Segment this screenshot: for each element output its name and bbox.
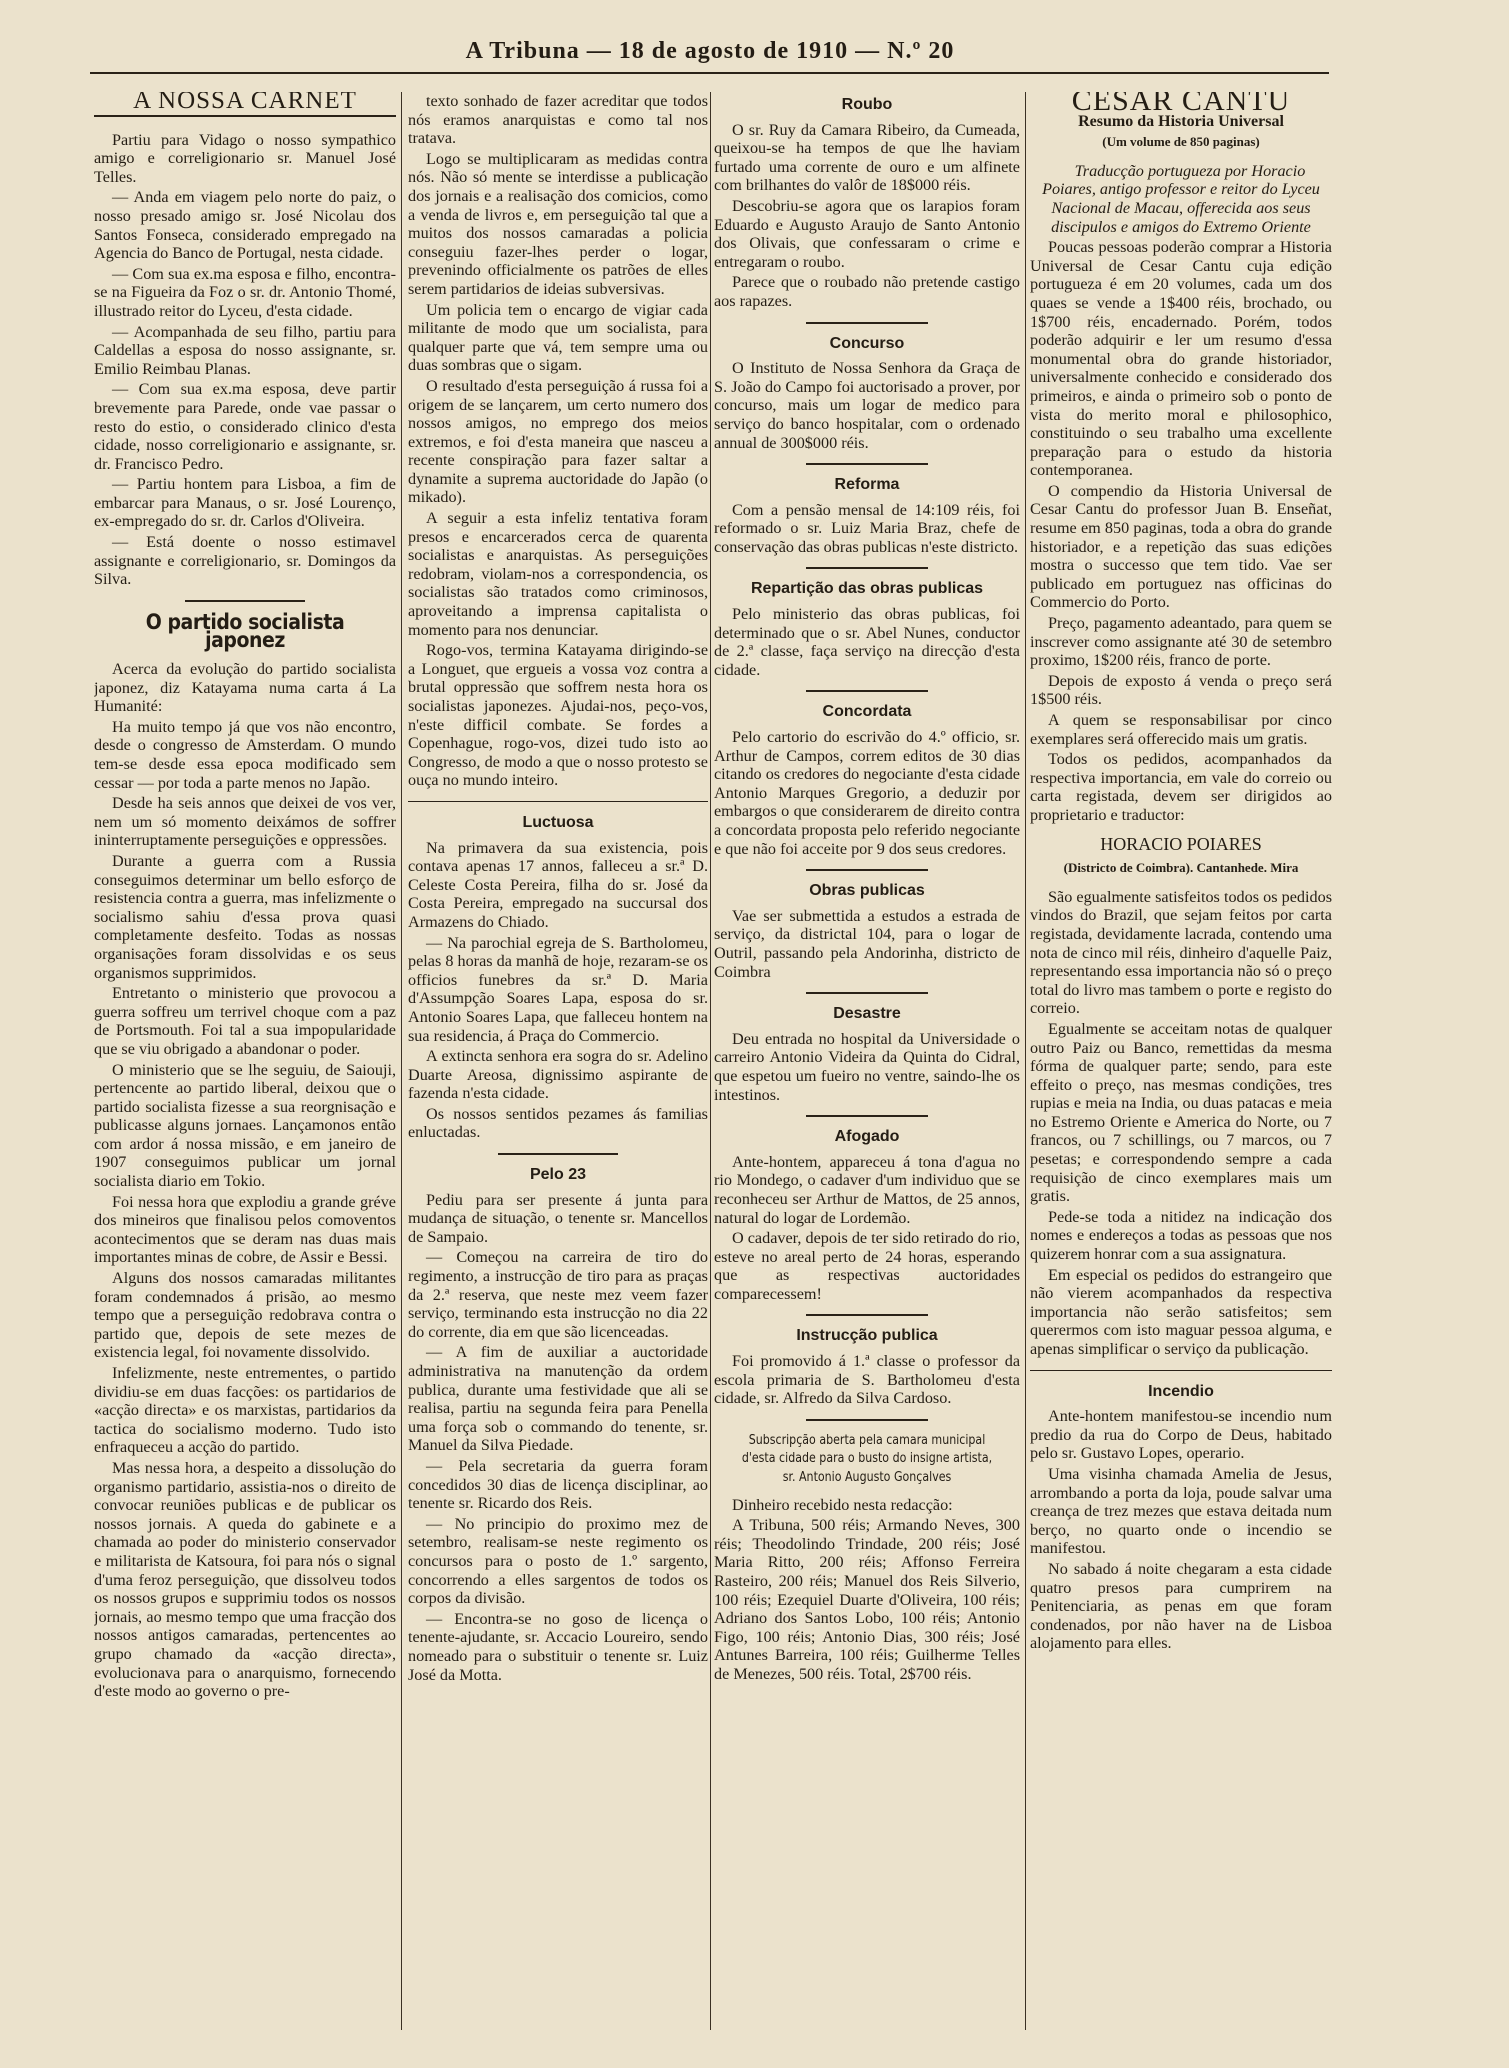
paragraph: São egualmente satisfeitos todos os pedidos vindos do Brazil, que sejam feitos por carta registada, devidamente lacrada, contendo uma nota de cinco mil réis, dinheiro d'aquelle Paiz, representando essa importancia não só o preço total do livro mas tambem o porte e registo do correio. — [1030, 887, 1332, 1018]
paragraph: A Tribuna, 500 réis; Armando Neves, 300 réis; Theodolindo Trindade, 200 réis; José Maria Ritto, 200 réis; Affonso Ferreira Rasteiro, 200 réis; Manuel dos Reis Silverio, 100 réis; Ezequiel Duarte d'Oliveira, 100 réis; Adriano dos Santos Lobo, 100 réis; Antonio Figo, 100 réis; Antonio Dias, 300 réis; José Antunes Barreira, 100 réis; Guilherme Telles de Menezes, 500 réis. Total, 2$700 réis. — [714, 1516, 1020, 1683]
paragraph: Pelo cartorio do escrivão do 4.º officio, sr. Arthur de Campos, correm editos de 30 dias citando os credores do negociante d'esta cidade Antonio Marques Gregorio, a deduzir por embargos o que considerarem de direito contra a concordata proposta pelo referido negociante e que não foi acceite por 9 dos seus credores. — [714, 728, 1020, 858]
paragraph: — Com sua ex.ma esposa, deve partir brevemente para Parede, onde vae passar o resto do estio, o considerado clinico d'esta cidade, nosso correligionario e assignante, sr. dr. Francisco Pedro. — [94, 380, 396, 473]
concurso-body — [714, 359, 1020, 452]
paragraph: Pelo ministerio das obras publicas, foi determinado que o sr. Abel Nunes, conductor de 2.ª classe, faça serviço na direcção d'esta cidade. — [714, 605, 1020, 679]
paragraph: Partiu para Vidago o nosso sympathico amigo e correligionario sr. Manuel José Telles. — [94, 130, 396, 186]
desastre-body — [714, 1030, 1020, 1104]
separator — [94, 595, 396, 607]
separator — [714, 562, 1020, 574]
cantu-body-2 — [1030, 888, 1332, 1359]
paragraph: O compendio da Historia Universal de Cesar Cantu do professor Juan B. Enseñat, resume em 850 paginas, toda a obra do grande historiador, e a repetição das suas edições mostra o successo que tem tido. Vae ser publicado em portuguez nas officinas do Commercio do Porto. — [1030, 481, 1332, 612]
separator — [714, 458, 1020, 470]
separator — [1030, 1365, 1332, 1377]
paragraph: A seguir a esta infeliz tentativa foram presos e encarcerados cerca de quarenta socialistas e anarquistas. As perseguições redobram, violam-nos a correspondencia, os socialistas são tratados como criminosos, aproveitando a imprensa capitalista o momento para nos denunciar. — [408, 509, 708, 639]
separator — [714, 1414, 1020, 1426]
partido-continuation — [408, 92, 708, 790]
reparticao-body — [714, 605, 1020, 679]
afogado-body — [714, 1153, 1020, 1304]
concurso-title: Concurso — [829, 334, 905, 352]
obras-body — [714, 907, 1020, 981]
cantu-volume: (Um volume de 850 paginas) — [1102, 134, 1260, 150]
paragraph: Alguns dos nossos camaradas militantes foram condemnados á prisão, ao mesmo tempo que a perseguição redobrava contra o partido que, depois de sete mezes de existencia legal, foi novamente dissolvido. — [94, 1269, 396, 1362]
paragraph: A quem se responsabilisar por cinco exemplares será offerecido mais um gratis. — [1030, 711, 1332, 748]
cantu-translation: Traducção portugueza por Horacio Poiares, antigo professor e reitor do Lyceu Nacional de Macau, offerecida aos seus discipulos e amigos do Extremo Oriente — [1042, 161, 1320, 236]
luctuosa-body — [408, 839, 708, 1143]
paragraph: Com a pensão mensal de 14:109 réis, foi reformado o sr. Luiz Maria Braz, chefe de conservação das obras publicas n'este districto. — [714, 500, 1020, 556]
paragraph: — Começou na carreira de tiro do regimento, a instrucção de tiro para as praças da 2.ª reserva, que neste mez veem fazer serviço, terminando esta instrucção no dia 22 do corrente, dia em que são licenceadas. — [408, 1248, 708, 1341]
reforma-body — [714, 501, 1020, 557]
paragraph: Foi promovido á 1.ª classe o professor da escola primaria de S. Bartholomeu d'esta cidade, sr. Alfredo da Silva Cardoso. — [714, 1352, 1020, 1408]
paragraph: Foi nessa hora que explodiu a grande gréve dos mineiros que finalisou pelos comoventos acontecimentos que se deram nas duas mais importantes minas de cobre, de Assir e Bessi. — [94, 1192, 396, 1267]
paragraph: Logo se multiplicaram as medidas contra nós. Não só mente se interdisse a publicação dos jornais e a realisação dos comicios, como a venda de livros e, em perseguição tal que a muitos dos nossos camaradas a policia conseguiu fazer-lhes perder o logar, prevenindo officialmente os patrões de elles serem partidarios de ideias subversivas. — [408, 149, 708, 298]
paragraph: Em especial os pedidos do estrangeiro que não vierem acompanhados da respectiva importancia não serão satisfeitos; sem querermos com isto maguar pessoa alguma, e apenas simplificar o serviço da publicação. — [1030, 1265, 1332, 1358]
paragraph: Descobriu-se agora que os larapios foram Eduardo e Augusto Araujo de Santo Antonio dos Olivais, que confessaram o crime e entregaram o roubo. — [714, 196, 1020, 271]
separator — [714, 1309, 1020, 1321]
paragraph: A extincta senhora era sogra do sr. Adelino Duarte Areosa, dignissimo aspirante de fazenda n'esta cidade. — [408, 1047, 708, 1103]
paragraph: — Partiu hontem para Lisboa, a fim de embarcar para Manaus, o sr. José Lourenço, ex-empregado do sr. dr. Carlos d'Oliveira. — [94, 475, 396, 531]
roubo-body — [714, 121, 1020, 311]
reparticao-title: Repartição das obras publicas — [750, 580, 984, 598]
obras-title: Obras publicas — [809, 882, 925, 900]
paragraph: Depois de exposto á venda o preço será 1$500 réis. — [1030, 671, 1332, 709]
paragraph: texto sonhado de fazer acreditar que todos nós eramos anarquistas e como tal nos tratava. — [408, 92, 708, 148]
paragraph: Pede-se toda a nitidez na indicação dos nomes e endereços a todas as pessoas que nos quizerem honrar com a sua assignatura. — [1030, 1207, 1332, 1264]
paragraph: Ante-hontem, appareceu á tona d'agua no rio Mondego, o cadaver d'um individuo que se reconheceu ser Arthur de Mattos, de 25 annos, natural do logar de Lordemão. — [714, 1152, 1020, 1227]
subscription-body — [714, 1496, 1020, 1684]
paragraph: Um policia tem o encargo de vigiar cada militante de modo que um socialista, para qualquer parte que vá, tem sempre uma ou duas sombras que o sigam. — [408, 300, 708, 375]
carnet-body — [94, 131, 396, 589]
reforma-title: Reforma — [834, 476, 900, 494]
paragraph: Durante a guerra com a Russia conseguimos determinar um bello esforço de resistencia contra a guerra, mas infelizmente o socialismo sahiu d'essa prova quasi completamente desfeito. Todas as nossas organisações foram dissolvidas e os seus organismos supprimidos. — [94, 851, 396, 982]
paragraph: No sabado á noite chegaram a esta cidade quatro presos para cumprirem na Penitenciaria, as penas em que foram condenados, por não haver na de Lisboa alojamento para elles. — [1030, 1559, 1332, 1653]
paragraph: — A fim de auxiliar a auctoridade administrativa na manutenção da ordem publica, durante uma festividade que ali se realisa, partiu na segunda feira para Penella uma força sob o commando do tenente, sr. Manuel da Silva Piedade. — [408, 1343, 708, 1455]
paragraph: Todos os pedidos, acompanhados da respectiva importancia, em vale do correio ou carta registada, devem ser dirigidos ao proprietario e traductor: — [1030, 750, 1332, 824]
paragraph: Acerca da evolução do partido socialista japonez, diz Katayama numa carta á La Humanité: — [94, 660, 396, 716]
paragraph: Poucas pessoas poderão comprar a Historia Universal de Cesar Cantu cuja edição portugueza é em 20 volumes, cada um dos quaes se vende a 1$400 réis, brochado, ou 1$700 réis, encadernado. Porém, todos poderão adquirir e ler um resumo d'essa monumental obra do grande historiador, universalmente conhecido e considerado dos primeiros, e ainda o primeiro sob o ponto de vista do merito moral e philosophico, constituindo o seu trabalho uma excellente preparação para o estudo da historia contemporanea. — [1030, 238, 1332, 480]
paragraph: Preço, pagamento adeantado, para quem se inscrever como assignante até 30 de setembro proximo, 1$200 réis, franco de porte. — [1030, 614, 1332, 670]
roubo-title: Roubo — [841, 96, 893, 113]
luctuosa-title: Luctuosa — [522, 813, 594, 831]
paragraph: — Na parochial egreja de S. Bartholomeu, pelas 8 horas da manhã de hoje, rezaram-se os officios funebres da sr.ª D. Maria d'Assumpção Soares Lapa, esposa do sr. Antonio Soares Lapa, que falleceu hontem na sua residencia, á Praça do Commercio. — [408, 933, 708, 1045]
separator — [714, 1110, 1020, 1122]
paragraph: Vae ser submettida a estudos a estrada de serviço, da districtal 104, para o logar de Outril, passando pela Andorinha, districto de Coimbra — [714, 906, 1020, 981]
paragraph: — Acompanhada de seu filho, partiu para Caldellas a esposa do nosso assignante, sr. Emilio Reimbau Planas. — [94, 322, 396, 378]
paragraph: — Com sua ex.ma esposa e filho, encontra-se na Figueira da Foz o sr. dr. Antonio Thomé, illustrado reitor do Lyceu, d'esta cidade. — [94, 264, 396, 320]
pelo23-title: Pelo 23 — [529, 1166, 587, 1184]
paragraph: O sr. Ruy da Camara Ribeiro, da Cumeada, queixou-se ha tempos de que lhe haviam furtado uma corrente de ouro e um alfinete com brilhantes do valôr de 18$000 réis. — [714, 120, 1020, 195]
subscription-title: Subscripção aberta pela camara municipal d'esta cidade para o busto do insigne artista, sr. Antonio Augusto Gonçalves — [741, 1432, 993, 1486]
paragraph: Mas nessa hora, a despeito a dissolução do organismo partidario, assistia-nos o direito de convocar reuniões publicas e de publicar os nossos jornais. A queda do gabinete e a chamada ao poder do ministerio conservador e militarista de Katsoura, foi para nós o signal d'uma feroz perseguição, que dissolveu todos os nossos grupos e supprimiu todos os nossos jornais, ao mesmo tempo que uma fracção dos nossos antigos camaradas, pertencentes ao grupo chamado da «acção directa», evolucionava para o anarquismo, fornecendo d'este modo ao governo o pre- — [94, 1458, 396, 1701]
paragraph: — No principio do proximo mez de setembro, realisam-se neste regimento os concursos para o posto de 1.º sargento, concorrendo a elles sargentos de todos os corpos da divisão. — [408, 1514, 708, 1608]
separator — [714, 864, 1020, 876]
concordata-title: Concordata — [822, 703, 912, 721]
incendio-title: Incendio — [1148, 1382, 1214, 1400]
paragraph: Deu entrada no hospital da Universidade o carreiro Antonio Videira da Quinta do Cidral, que espetou um fueiro no ventre, saindo-lhe os intestinos. — [714, 1029, 1020, 1104]
masthead: A Tribuna — 18 de agosto de 1910 — N.º 20 — [465, 38, 955, 64]
afogado-title: Afogado — [834, 1128, 900, 1146]
carnet-title: A NOSSA CARNET — [94, 92, 396, 117]
paragraph: O Instituto de Nossa Senhora da Graça de S. João do Campo foi auctorisado a prover, por concurso, mais um logar de medico para serviço do banco hospitalar, com o ordenado annual de 300$000 réis. — [714, 359, 1020, 452]
paragraph: Egualmente se acceitam notas de qualquer outro Paiz ou Banco, remettidas da mesma fórma de qualquer parte; sendo, para este effeito o preço, nas mesmas condições, tres rupias e meia na India, ou duas patacas e meia no Estremo Oriente e America do Norte, ou 7 francos, ou 7 schillings, ou 7 marcos, ou 7 pesetas; e correspondendo sempre a cada requisição de cinco exemplares mais um gratis. — [1030, 1019, 1332, 1206]
partido-title: O partido socialista japonez — [145, 609, 345, 653]
concordata-body — [714, 728, 1020, 858]
cantu-title: CESAR CANTU — [1071, 92, 1291, 117]
paragraph: Pediu para ser presente á junta para mudança de situação, o tenente sr. Mancellos de Sampaio. — [408, 1190, 708, 1246]
column-divider — [1025, 92, 1026, 2030]
instrucao-title: Instrucção publica — [796, 1327, 938, 1345]
paragraph: Uma visinha chamada Amelia de Jesus, arrombando a porta da loja, poude salvar uma creança de trez mezes que estava deitada num berço, no quarto onde o incendio se manifestou. — [1030, 1464, 1332, 1558]
paragraph: — Encontra-se no goso de licença o tenente-ajudante, sr. Accacio Loureiro, sendo nomeado para o substituir o tenente sr. Luiz José da Motta. — [408, 1609, 708, 1684]
paragraph: Desde ha seis annos que deixei de vos ver, nem um só momento deixámos de soffrer ininterruptamente perseguições e oppressões. — [94, 794, 396, 850]
pelo23-body — [408, 1191, 708, 1684]
paragraph: Entretanto o ministerio que provocou a guerra soffreu um terrivel choque com a paz de Portsmouth. Foi tal a sua impopularidade que se viu obrigado a abandonar o poder. — [94, 984, 396, 1058]
partido-body — [94, 660, 396, 1701]
instrucao-body — [714, 1352, 1020, 1408]
column-2 — [408, 92, 708, 2030]
paragraph: — Anda em viagem pelo norte do paiz, o nosso presado amigo sr. José Nicolau dos Santos Fonseca, considerado empregado na Agencia do Banco de Portugal, nesta cidade. — [94, 188, 396, 263]
masthead-rule — [90, 72, 1329, 74]
column-divider — [710, 92, 711, 2030]
paragraph: Ante-hontem manifestou-se incendio num predio da rua do Corpo de Deus, habitado pelo sr. Gustavo Lopes, operario. — [1030, 1407, 1332, 1463]
cantu-body — [1030, 238, 1332, 824]
poiares-name: HORACIO POIARES — [1100, 833, 1262, 854]
separator — [408, 1148, 708, 1160]
paragraph: O cadaver, depois de ter sido retirado do rio, esteve no areal perto de 24 horas, esperando que as respectivas auctoridades comparecessem! — [714, 1229, 1020, 1303]
paragraph: Parece que o roubado não pretende castigo aos rapazes. — [714, 273, 1020, 310]
separator — [408, 796, 708, 808]
incendio-body — [1030, 1407, 1332, 1653]
poiares-address: (Districto de Coimbra). Cantanhede. Mira — [1063, 860, 1299, 876]
cantu-subtitle: Resumo da Historia Universal — [1078, 112, 1284, 130]
paragraph: — Pela secretaria da guerra foram concedidos 30 dias de licença disciplinar, ao tenente sr. Ricardo dos Reis. — [408, 1456, 708, 1513]
column-divider — [401, 92, 402, 2030]
separator — [714, 987, 1020, 999]
separator — [714, 317, 1020, 329]
column-4 — [1030, 92, 1332, 2030]
paragraph: — Está doente o nosso estimavel assignante e correligionario, sr. Domingos da Silva. — [94, 533, 396, 589]
desastre-title: Desastre — [833, 1005, 901, 1023]
column-3 — [714, 92, 1020, 2030]
paragraph: Dinheiro recebido nesta redacção: — [732, 1495, 953, 1514]
paragraph: Rogo-vos, termina Katayama dirigindo-se a Longuet, que ergueis a vossa voz contra a brutal oppressão que soffrem nesta hora os socialistas japonezes. Ajudai-nos, peço-vos, n'este difficil combate. Se fordes a Copenhague, rogo-vos, dizei tudo isto ao Congresso, de modo a que o nosso protesto se ouça no mundo inteiro. — [408, 641, 708, 790]
paragraph: Na primavera da sua existencia, pois contava apenas 17 annos, falleceu a sr.ª D. Celeste Costa Pereira, filha do sr. José da Costa Pereira, empregado na succursal dos Armazens do Chiado. — [408, 838, 708, 931]
separator — [714, 685, 1020, 697]
paragraph: Os nossos sentidos pezames ás familias enluctadas. — [408, 1104, 708, 1142]
paragraph: O ministerio que se lhe seguiu, de Saiouji, pertencente ao partido liberal, deixou que o partido socialista fizesse a sua reorgnisação e publicasse alguns jornaes. Lançamonos então com ardor á nossa missão, e em janeiro de 1907 conseguimos publicar um jornal socialista diario em Tokio. — [94, 1060, 396, 1191]
column-1 — [94, 92, 396, 2030]
paragraph: Infelizmente, neste entrementes, o partido dividiu-se em duas facções: os partidarios de «acção directa» e os marxistas, partidarios da tactica do socialismo moderno. Tudo isto enfraqueceu a acção do partido. — [94, 1364, 396, 1457]
paragraph: O resultado d'esta perseguição á russa foi a origem de se lançarem, um certo numero dos nossos amigos, no emprego dos meios extremos, e foi d'esta maneira que nasceu a recente conspiração para fazer saltar a dynamite a suprema auctoridade do Japão (o mikado). — [408, 376, 708, 507]
paragraph: Ha muito tempo já que vos não encontro, desde o congresso de Amsterdam. O mundo tem-se desde essa epoca modificado sem cessar — por toda a parte menos no Japão. — [94, 717, 396, 792]
